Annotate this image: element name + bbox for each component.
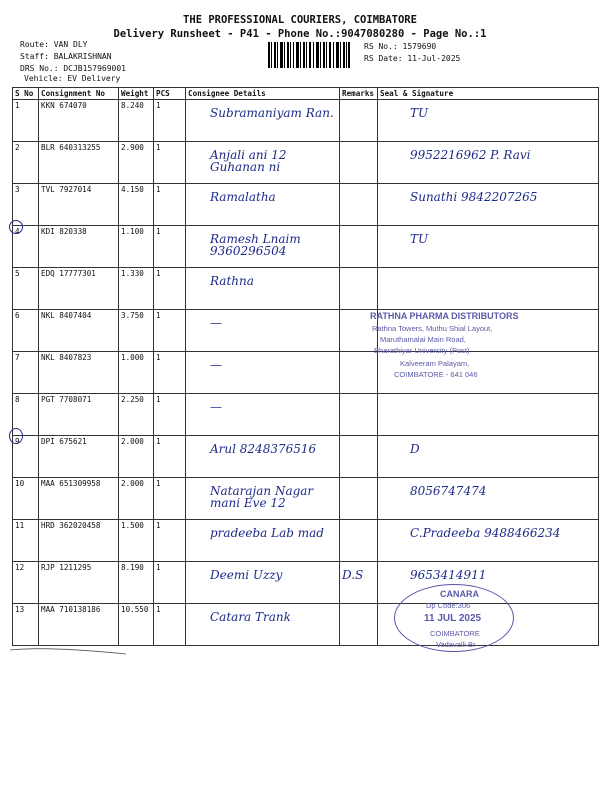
col-signature: Seal & Signature — [378, 88, 599, 100]
row-remarks-text — [342, 479, 375, 485]
row-consignee-text: — — [210, 358, 222, 372]
row-consignee — [186, 562, 340, 604]
drs-value: DCJB157969001 — [63, 64, 126, 73]
row-remarks-text — [342, 605, 375, 611]
row-consignee — [186, 394, 340, 436]
row-consignee — [186, 226, 340, 268]
runsheet-subtitle: Delivery Runsheet - P41 - Phone No.:9047080280 - Page No.:1 — [113, 28, 487, 40]
row-signature-text: TU — [410, 232, 429, 246]
row-consignment-no-text: BLR 640313255 — [41, 143, 101, 152]
row-weight — [119, 226, 154, 268]
handwritten-circle-row-4 — [9, 220, 23, 234]
row-weight-text: 8.190 — [121, 563, 144, 572]
row-pcs — [154, 142, 186, 184]
row-weight — [119, 394, 154, 436]
row-sno-text: 2 — [15, 143, 20, 152]
row-remarks-text — [342, 521, 375, 527]
row-consignee-text: Natarajan Nagar mani Eve 12 — [210, 484, 314, 510]
row-sno-text: 7 — [15, 353, 20, 362]
row-pcs — [154, 352, 186, 394]
row-pcs-text: 1 — [156, 521, 161, 530]
table-row — [13, 142, 599, 184]
row-consignee-text: Ramesh Lnaim 9360296504 — [210, 232, 301, 258]
row-signature — [378, 184, 599, 226]
row-pcs — [154, 268, 186, 310]
row-signature-text — [380, 269, 596, 275]
row-consignee-text: Arul 8248376516 — [210, 442, 317, 456]
row-signature-text: 9952216962 P. Ravi — [410, 148, 531, 162]
row-pcs — [154, 394, 186, 436]
row-remarks — [340, 562, 378, 604]
col-consignment: Consignment No — [39, 88, 119, 100]
row-sno — [13, 310, 39, 352]
row-sno-text: 11 — [15, 521, 25, 530]
row-consignee-text: Subramaniyam Ran. — [210, 106, 334, 120]
row-remarks-text — [342, 101, 375, 107]
row-consignment-no-text: MAA 651309958 — [41, 479, 101, 488]
row-signature-text: Sunathi 9842207265 — [410, 190, 538, 204]
row-consignment-no — [39, 520, 119, 562]
runsheet-table — [12, 87, 599, 646]
row-sno — [13, 520, 39, 562]
row-weight-text: 2.250 — [121, 395, 144, 404]
table-header-row — [13, 88, 599, 100]
row-remarks — [340, 394, 378, 436]
table-row — [13, 184, 599, 226]
row-consignment-no-text: EDQ 17777301 — [41, 269, 96, 278]
row-pcs — [154, 100, 186, 142]
pharma-stamp-line-2: Rathna Towers, Muthu Shial Layout, — [372, 324, 493, 333]
row-signature — [378, 436, 599, 478]
row-sno — [13, 352, 39, 394]
staff-line: Staff: BALAKRISHNAN — [20, 52, 112, 61]
row-weight-text: 1.100 — [121, 227, 144, 236]
row-consignee-text: pradeeba Lab mad — [210, 526, 324, 540]
row-sno — [13, 478, 39, 520]
row-signature-text: 9653414911 — [410, 568, 487, 582]
row-consignment-no — [39, 100, 119, 142]
row-consignment-no-text: MAA 710138186 — [41, 605, 101, 614]
row-consignment-no-text: NKL 8407823 — [41, 353, 92, 362]
row-consignee — [186, 100, 340, 142]
table-row — [13, 268, 599, 310]
row-consignment-no-text: PGT 7708071 — [41, 395, 92, 404]
row-pcs — [154, 184, 186, 226]
row-weight-text: 2.900 — [121, 143, 144, 152]
row-signature-text — [380, 395, 596, 401]
row-remarks-text — [342, 437, 375, 443]
row-consignee-text: — — [210, 400, 222, 414]
row-consignment-no — [39, 310, 119, 352]
row-weight — [119, 562, 154, 604]
row-remarks-text — [342, 395, 375, 401]
row-signature — [378, 142, 599, 184]
pharma-stamp-line-1: RATHNA PHARMA DISTRIBUTORS — [370, 311, 519, 321]
row-consignment-no — [39, 436, 119, 478]
row-weight-text: 1.500 — [121, 521, 144, 530]
row-pcs-text: 1 — [156, 227, 161, 236]
row-pcs-text: 1 — [156, 269, 161, 278]
row-remarks-text — [342, 353, 375, 359]
row-weight-text: 8.240 — [121, 101, 144, 110]
rs-number: RS No.: 1579690 — [364, 42, 437, 51]
table-row — [13, 100, 599, 142]
row-sno-text: 13 — [15, 605, 25, 614]
canara-stamp-code: Dp Code:306 — [426, 601, 471, 610]
row-signature — [378, 226, 599, 268]
row-weight-text: 1.330 — [121, 269, 144, 278]
drs-label: DRS No.: — [20, 64, 59, 73]
table-row — [13, 478, 599, 520]
pen-stroke-margin — [8, 640, 128, 660]
row-weight — [119, 478, 154, 520]
row-consignee — [186, 520, 340, 562]
row-sno-text: 6 — [15, 311, 20, 320]
pharma-stamp-line-3: Maruthamalai Main Road, — [380, 335, 466, 344]
row-pcs-text: 1 — [156, 563, 161, 572]
drs-line — [20, 64, 126, 73]
row-remarks — [340, 184, 378, 226]
canara-stamp-branch: Vadavalli Br — [436, 640, 476, 649]
row-weight — [119, 436, 154, 478]
row-weight — [119, 100, 154, 142]
row-consignee — [186, 352, 340, 394]
col-pcs: PCS — [154, 88, 186, 100]
row-remarks — [340, 226, 378, 268]
row-consignee-text: Rathna — [210, 274, 254, 288]
staff-label: Staff — [20, 52, 45, 61]
pharma-stamp-line-5: Kalveeram Palayam, — [400, 359, 470, 368]
pharma-stamp-line-4: Bharathiyar University (Post) — [374, 346, 470, 355]
col-sno: S No — [13, 88, 39, 100]
row-consignment-no — [39, 142, 119, 184]
row-consignee-text: Catara Trank — [210, 610, 291, 624]
pharma-stamp-line-6: COIMBATORE - 641 046 — [394, 370, 478, 379]
row-pcs-text: 1 — [156, 143, 161, 152]
row-sno — [13, 142, 39, 184]
row-sno-text: 3 — [15, 185, 20, 194]
row-consignment-no-text: RJP 1211295 — [41, 563, 92, 572]
row-remarks — [340, 604, 378, 646]
row-consignment-no — [39, 352, 119, 394]
row-consignee — [186, 268, 340, 310]
canara-stamp-title: CANARA — [440, 589, 479, 599]
row-weight — [119, 268, 154, 310]
row-weight-text: 10.550 — [121, 605, 149, 614]
canara-stamp-city: COIMBATORE — [430, 629, 480, 638]
row-weight — [119, 352, 154, 394]
row-pcs — [154, 436, 186, 478]
row-remarks — [340, 478, 378, 520]
row-remarks-text — [342, 143, 375, 149]
row-consignee — [186, 436, 340, 478]
row-pcs-text: 1 — [156, 479, 161, 488]
row-remarks-text — [342, 185, 375, 191]
row-signature-text: D — [410, 442, 420, 456]
row-consignment-no-text: NKL 8407404 — [41, 311, 92, 320]
row-pcs — [154, 226, 186, 268]
row-remarks-text — [342, 269, 375, 275]
row-weight — [119, 520, 154, 562]
route-value: VAN DLY — [53, 40, 88, 49]
row-sno-text: 4 — [15, 227, 20, 236]
handwritten-circle-row-9 — [9, 428, 23, 444]
table-row — [13, 394, 599, 436]
row-weight — [119, 142, 154, 184]
row-signature — [378, 478, 599, 520]
row-pcs — [154, 478, 186, 520]
row-consignment-no — [39, 394, 119, 436]
row-weight-text: 2.000 — [121, 479, 144, 488]
row-remarks — [340, 268, 378, 310]
row-consignee — [186, 310, 340, 352]
row-remarks — [340, 352, 378, 394]
row-sno-text: 10 — [15, 479, 25, 488]
route-line: Route: VAN DLY — [20, 40, 88, 49]
staff-value: BALAKRISHNAN — [53, 52, 112, 61]
row-sno-text: 5 — [15, 269, 20, 278]
vehicle-line: Vehicle: EV Delivery — [24, 74, 121, 83]
row-pcs-text: 1 — [156, 101, 161, 110]
row-remarks — [340, 520, 378, 562]
table-row — [13, 436, 599, 478]
row-weight-text: 4.150 — [121, 185, 144, 194]
row-consignee — [186, 184, 340, 226]
row-pcs-text: 1 — [156, 311, 161, 320]
table-row — [13, 226, 599, 268]
row-pcs-text: 1 — [156, 185, 161, 194]
row-consignment-no-text: TVL 7927014 — [41, 185, 92, 194]
row-consignment-no-text: KDI 820338 — [41, 227, 87, 236]
row-consignment-no — [39, 478, 119, 520]
row-weight-text: 3.750 — [121, 311, 144, 320]
row-sno — [13, 562, 39, 604]
row-signature-text: 8056747474 — [410, 484, 487, 498]
rs-date: RS Date: 11-Jul-2025 — [364, 54, 461, 63]
row-pcs — [154, 310, 186, 352]
row-pcs-text: 1 — [156, 353, 161, 362]
row-consignment-no-text: HRD 362020458 — [41, 521, 101, 530]
row-consignee-text: — — [210, 316, 222, 330]
row-consignment-no — [39, 562, 119, 604]
row-remarks — [340, 100, 378, 142]
route-label: Route — [20, 40, 45, 49]
row-consignee-text: Anjali ani 12 Guhanan ni — [210, 148, 287, 174]
row-consignee-text: Deemi Uzzy — [210, 568, 283, 582]
row-pcs-text: 1 — [156, 437, 161, 446]
table-row — [13, 562, 599, 604]
row-remarks-text: D.S — [342, 568, 364, 582]
table-row — [13, 520, 599, 562]
row-pcs-text: 1 — [156, 605, 161, 614]
canara-stamp-date: 11 JUL 2025 — [424, 613, 482, 624]
row-weight-text: 2.000 — [121, 437, 144, 446]
table-row — [13, 352, 599, 394]
row-consignee — [186, 142, 340, 184]
barcode-icon — [268, 42, 350, 68]
row-signature — [378, 520, 599, 562]
col-consignee: Consignee Details — [186, 88, 340, 100]
runsheet-title: THE PROFESSIONAL COURIERS, COIMBATORE — [183, 14, 417, 26]
row-consignment-no-text: DPI 675621 — [41, 437, 87, 446]
row-pcs — [154, 604, 186, 646]
row-consignment-no — [39, 184, 119, 226]
row-signature-text: C.Pradeeba 9488466234 — [410, 526, 561, 540]
row-remarks-text — [342, 227, 375, 233]
row-remarks — [340, 142, 378, 184]
row-pcs — [154, 520, 186, 562]
row-signature — [378, 268, 599, 310]
row-consignee — [186, 478, 340, 520]
row-sno-text: 8 — [15, 395, 20, 404]
row-sno-text: 12 — [15, 563, 25, 572]
row-weight — [119, 184, 154, 226]
row-signature — [378, 100, 599, 142]
row-pcs — [154, 562, 186, 604]
row-signature — [378, 394, 599, 436]
row-weight-text: 1.000 — [121, 353, 144, 362]
row-consignment-no — [39, 268, 119, 310]
row-sno-text: 9 — [15, 437, 20, 446]
col-weight: Weight — [119, 88, 154, 100]
row-pcs-text: 1 — [156, 395, 161, 404]
row-remarks — [340, 436, 378, 478]
row-consignee-text: Ramalatha — [210, 190, 276, 204]
col-remarks: Remarks — [340, 88, 378, 100]
row-sno — [13, 268, 39, 310]
row-weight — [119, 310, 154, 352]
row-consignment-no — [39, 226, 119, 268]
row-consignee — [186, 604, 340, 646]
row-sno-text: 1 — [15, 101, 20, 110]
row-consignment-no-text: KKN 674070 — [41, 101, 87, 110]
row-sno — [13, 100, 39, 142]
row-signature-text: TU — [410, 106, 429, 120]
